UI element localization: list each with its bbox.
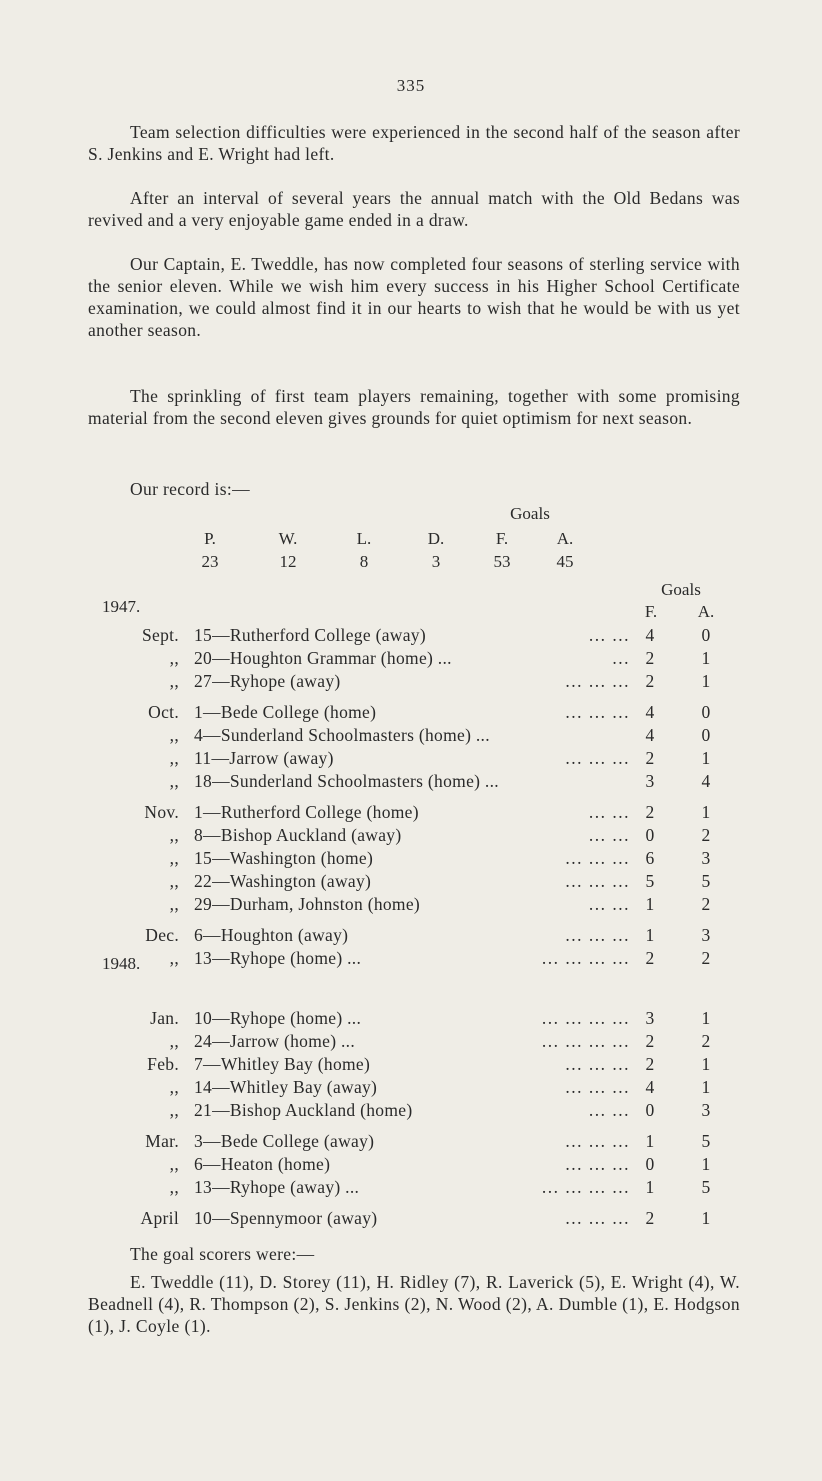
fixture-month: Jan. [150,1008,179,1028]
goals-for: 4 [645,1077,655,1097]
fixture-row [0,802,822,824]
leader-dots: ... ... [588,625,630,645]
goals-against: 5 [701,1131,711,1151]
goals-for: 2 [645,802,655,822]
fixture-row [0,1100,822,1122]
goals-against: 5 [701,1177,711,1197]
fixture-month: ,, [169,771,179,791]
paragraph-team-selection: Team selection difficulties were experienced in the second half of the season after S. Jenkins and E. Wright had left. [88,122,740,164]
scorers-list: E. Tweddle (11), D. Storey (11), H. Ridley (7), R. Laverick (5), E. Wright (4), W. Beadnell (4), R. Thompson (2), S. Jenkins (2), N. Wood (2), A. Dumble (1), E. Hodgson (1), J. Coyle (1). [88,1272,740,1336]
summary-header-against: A. [556,529,574,548]
leader-dots: ... ... [588,1100,630,1120]
fixture-detail: 20—Houghton Grammar (home) ... [194,648,452,668]
summary-header-for: F. [495,529,509,548]
summary-header-drawn: D. [427,529,445,548]
fixture-detail: 21—Bishop Auckland (home) [194,1100,413,1120]
fixture-row [0,894,822,916]
fixture-row [0,1054,822,1076]
goals-against: 1 [701,1208,711,1228]
summary-value-won: 12 [279,552,297,571]
leader-dots: ... ... ... ... [541,1008,630,1028]
leader-dots: ... ... ... [565,871,630,891]
fixture-row [0,871,822,893]
goals-for: 2 [645,1054,655,1074]
goals-for: 0 [645,825,655,845]
goals-against: 3 [701,1100,711,1120]
fixture-month: ,, [169,671,179,691]
goals-against: 1 [701,671,711,691]
fixture-row [0,1077,822,1099]
goals-against: 2 [701,825,711,845]
fixture-month: April [140,1208,179,1228]
goals-against: 2 [701,948,711,968]
fixture-row [0,671,822,693]
goals-for: 0 [645,1100,655,1120]
leader-dots: ... ... ... [565,1154,630,1174]
fixture-detail: 4—Sunderland Schoolmasters (home) ... [194,725,490,745]
leader-dots: ... ... ... [565,848,630,868]
fixture-row [0,1154,822,1176]
fixture-row [0,1008,822,1030]
leader-dots: ... ... ... [565,1054,630,1074]
summary-value-lost: 8 [359,552,369,571]
goals-for: 6 [645,848,655,868]
fixture-row [0,848,822,870]
fixture-month: ,, [169,1077,179,1097]
scorers-intro: The goal scorers were:— [130,1244,315,1264]
fixture-month: ,, [169,871,179,891]
leader-dots: ... ... [588,802,630,822]
fixture-month: Oct. [148,702,179,722]
fixture-detail: 15—Rutherford College (away) [194,625,426,645]
paragraph-captain: Our Captain, E. Tweddle, has now completed four seasons of sterling service with the senior eleven. While we wish him every success in his Higher School Certificate examination, we could almost find it in our hearts to wish that he would be with us yet another season. [88,254,740,340]
fixture-row [0,825,822,847]
fixture-month: ,, [169,1177,179,1197]
leader-dots: ... ... ... ... [541,1177,630,1197]
fixture-month: ,, [169,1031,179,1051]
goals-against: 1 [701,1054,711,1074]
fixture-detail: 22—Washington (away) [194,871,372,891]
goals-for: 4 [645,702,655,722]
goals-for: 3 [645,771,655,791]
fixture-detail: 14—Whitley Bay (away) [194,1077,378,1097]
fixture-detail: 7—Whitley Bay (home) [194,1054,371,1074]
summary-value-drawn: 3 [431,552,441,571]
leader-dots: ... ... [588,894,630,914]
summary-value-for: 53 [493,552,511,571]
fixture-detail: 10—Spennymoor (away) [194,1208,378,1228]
goals-against: 1 [701,1154,711,1174]
goals-against: 1 [701,748,711,768]
fixture-detail: 6—Houghton (away) [194,925,349,945]
goals-against: 3 [701,925,711,945]
fixture-detail: 1—Bede College (home) [194,702,377,722]
fixture-detail: 3—Bede College (away) [194,1131,375,1151]
goals-against: 0 [701,625,711,645]
goals-for: 1 [645,1131,655,1151]
goals-for: 5 [645,871,655,891]
paragraph-old-bedans: After an interval of several years the annual match with the Old Bedans was revived and a very enjoyable game ended in a draw. [88,188,740,230]
table-goals-label: Goals [661,580,701,599]
fixture-month: ,, [169,748,179,768]
leader-dots: ... [612,648,630,668]
summary-value-played: 23 [201,552,219,571]
fixture-row [0,648,822,670]
goals-against: 1 [701,1008,711,1028]
fixture-row [0,1031,822,1053]
summary-header-played: P. [204,529,216,548]
leader-dots: ... ... ... [565,671,630,691]
fixture-detail: 8—Bishop Auckland (away) [194,825,402,845]
fixture-detail: 1—Rutherford College (home) [194,802,419,822]
goals-against: 1 [701,802,711,822]
fixture-row [0,1177,822,1199]
fixture-month: ,, [169,848,179,868]
fixture-month: Nov. [144,802,179,822]
paragraph-optimism: The sprinkling of first team players remaining, together with some promising material from the second eleven gives grounds for quiet optimism for next season. [88,386,740,428]
fixture-detail: 27—Ryhope (away) [194,671,341,691]
fixture-row [0,948,822,970]
goals-against: 2 [701,894,711,914]
fixture-row [0,748,822,770]
goals-against: 0 [701,725,711,745]
fixture-detail: 18—Sunderland Schoolmasters (home) ... [194,771,499,791]
fixture-month: ,, [169,825,179,845]
fixture-month: ,, [169,948,179,968]
fixture-row [0,702,822,724]
table-against-label: A. [697,602,715,621]
fixture-month: Feb. [147,1054,179,1074]
fixture-detail: 13—Ryhope (away) ... [194,1177,360,1197]
fixture-month: ,, [169,648,179,668]
fixture-month: ,, [169,1154,179,1174]
summary-header-lost: L. [356,529,372,548]
goals-for: 2 [645,648,655,668]
year-1947: 1947. [102,597,141,616]
leader-dots: ... ... ... [565,1131,630,1151]
goals-for: 4 [645,725,655,745]
fixture-row [0,925,822,947]
fixture-row [0,1208,822,1230]
goals-for: 1 [645,894,655,914]
fixture-detail: 6—Heaton (home) [194,1154,331,1174]
fixture-detail: 10—Ryhope (home) ... [194,1008,362,1028]
goals-against: 4 [701,771,711,791]
goals-against: 1 [701,648,711,668]
fixture-month: ,, [169,894,179,914]
leader-dots: ... ... ... [565,702,630,722]
fixture-row [0,1131,822,1153]
fixture-row [0,725,822,747]
fixture-month: Dec. [145,925,179,945]
page-number: 335 [396,76,426,95]
fixture-row [0,771,822,793]
season-summary [190,504,610,576]
goals-for: 2 [645,748,655,768]
goals-against: 1 [701,1077,711,1097]
year-1948: 1948. [102,954,141,973]
leader-dots: ... ... ... [565,748,630,768]
fixture-detail: 29—Durham, Johnston (home) [194,894,421,914]
fixture-detail: 11—Jarrow (away) [194,748,334,768]
goals-for: 3 [645,1008,655,1028]
goals-against: 2 [701,1031,711,1051]
leader-dots: ... ... [588,825,630,845]
fixture-detail: 15—Washington (home) [194,848,374,868]
leader-dots: ... ... ... ... [541,948,630,968]
fixture-month: Sept. [142,625,179,645]
fixture-row [0,625,822,647]
goals-for: 1 [645,925,655,945]
fixture-detail: 13—Ryhope (home) ... [194,948,362,968]
table-for-label: F. [644,602,658,621]
leader-dots: ... ... ... ... [541,1031,630,1051]
fixture-month: ,, [169,1100,179,1120]
goals-for: 2 [645,1031,655,1051]
summary-value-against: 45 [556,552,574,571]
goals-against: 5 [701,871,711,891]
leader-dots: ... ... ... [565,1077,630,1097]
goals-for: 1 [645,1177,655,1197]
goals-against: 0 [701,702,711,722]
goals-for: 2 [645,671,655,691]
goals-for: 0 [645,1154,655,1174]
leader-dots: ... ... ... [565,925,630,945]
goals-for: 2 [645,948,655,968]
goals-against: 3 [701,848,711,868]
record-intro: Our record is:— [130,479,250,499]
summary-goals-label: Goals [510,504,550,523]
goals-for: 4 [645,625,655,645]
fixture-month: Mar. [145,1131,179,1151]
goals-for: 2 [645,1208,655,1228]
fixture-month: ,, [169,725,179,745]
fixture-detail: 24—Jarrow (home) ... [194,1031,356,1051]
leader-dots: ... ... ... [565,1208,630,1228]
summary-header-won: W. [278,529,298,548]
